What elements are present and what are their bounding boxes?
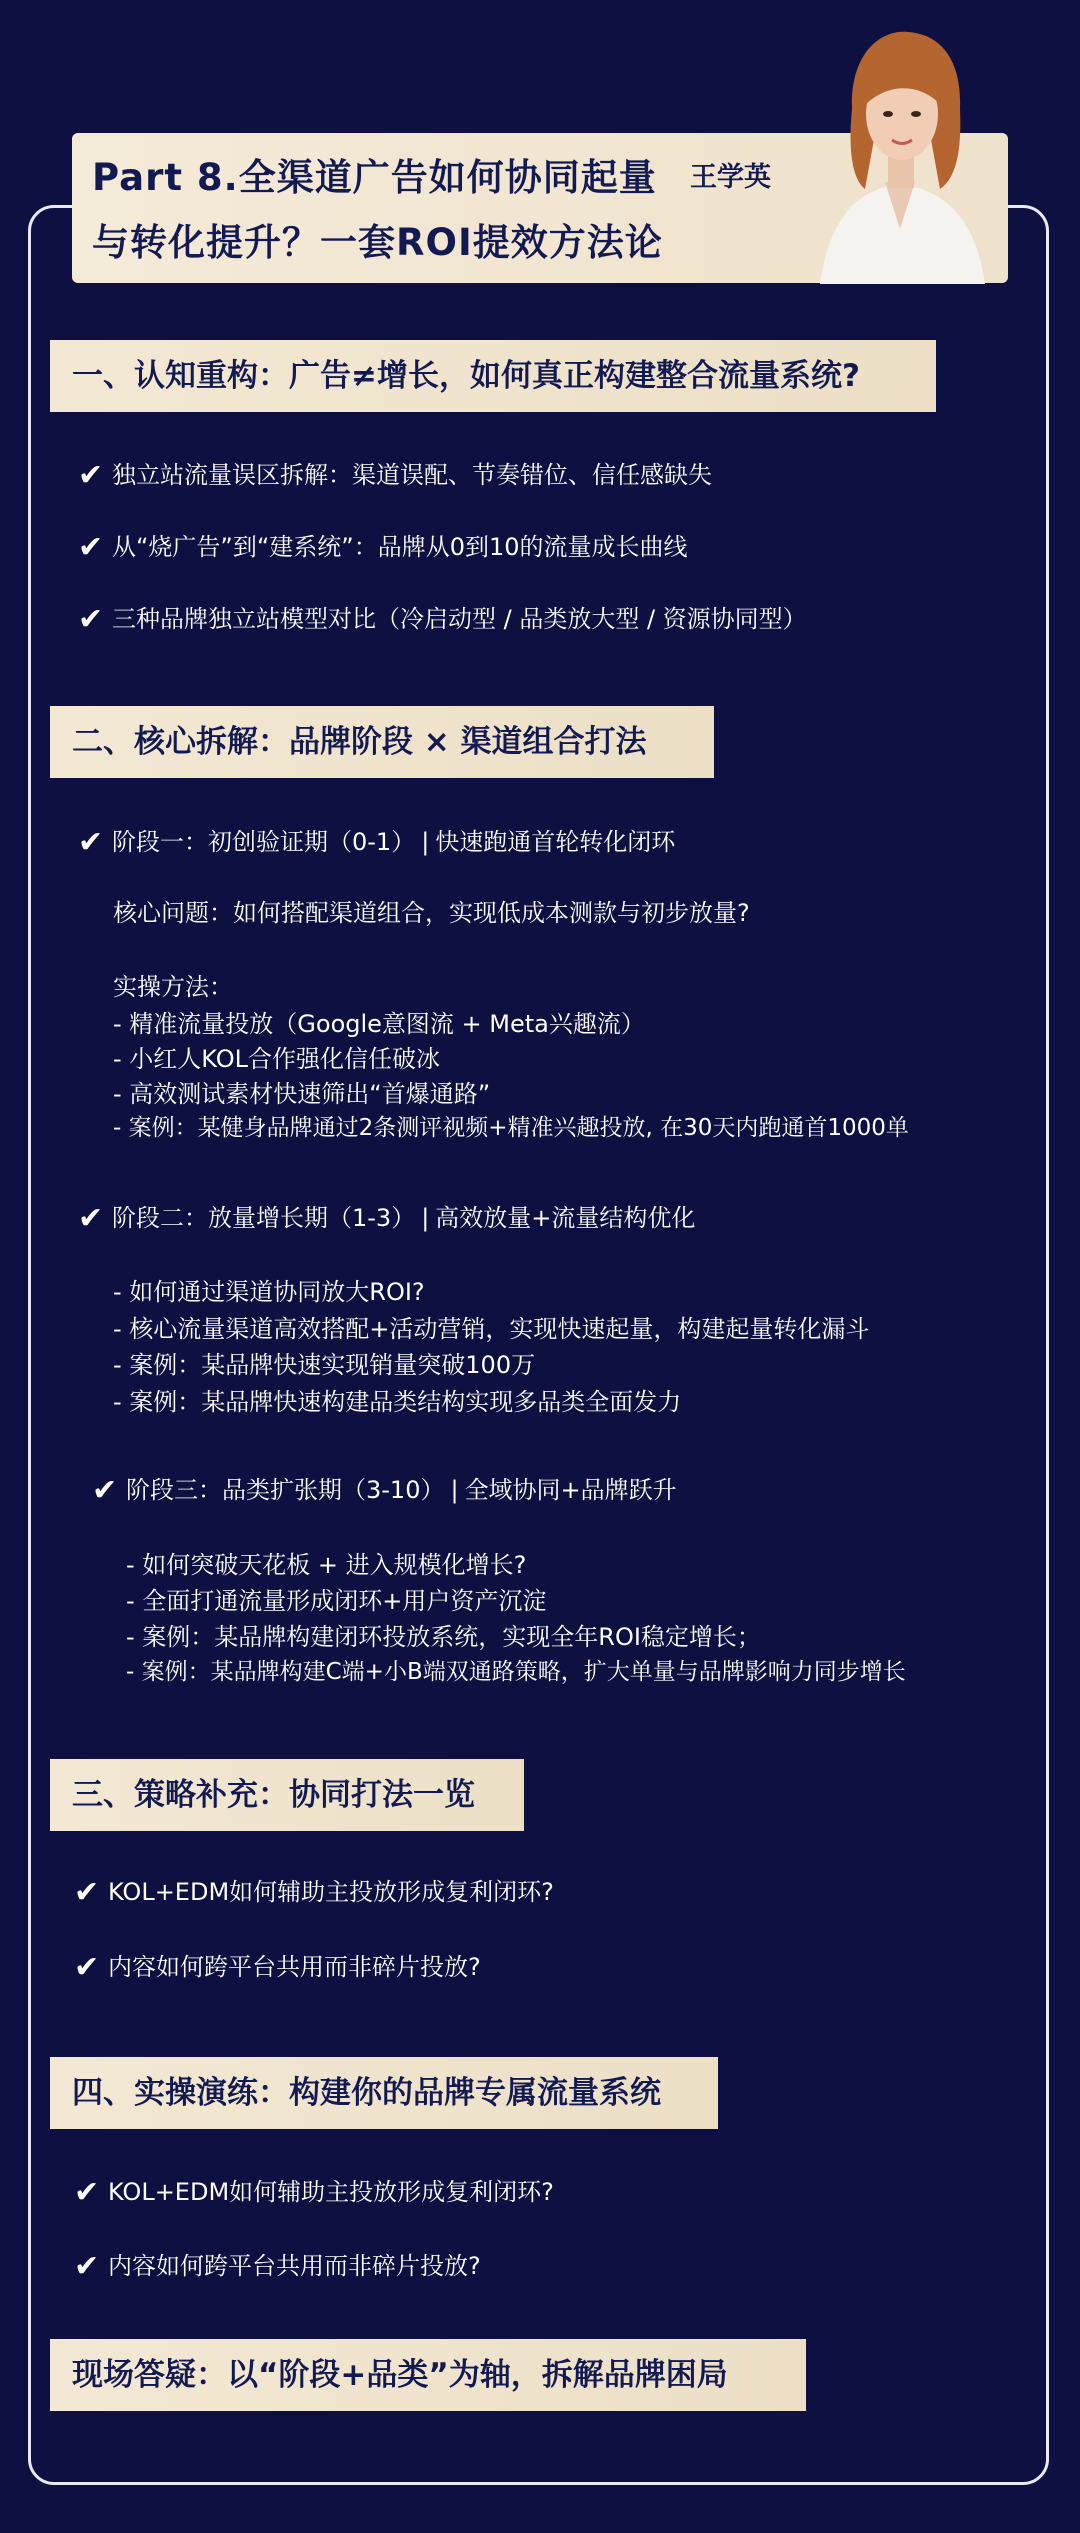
stage-2-line: - 如何通过渠道协同放大ROI? bbox=[113, 1278, 425, 1306]
speaker-name: 王学英 bbox=[690, 162, 771, 193]
stage-2-line: - 核心流量渠道高效搭配+活动营销，实现快速起量，构建起量转化漏斗 bbox=[113, 1315, 870, 1343]
section-4-item: ✔ KOL+EDM如何辅助主投放形成复利闭环? bbox=[74, 2175, 554, 2210]
check-icon: ✔ bbox=[78, 825, 104, 860]
stage-1-line: - 案例：某健身品牌通过2条测评视频+精准兴趣投放, 在30天内跑通首1000单 bbox=[113, 1115, 909, 1141]
stage-1-line: - 小红人KOL合作强化信任破冰 bbox=[113, 1045, 440, 1073]
section-1-item: ✔ 从“烧广告”到“建系统”：品牌从0到10的流量成长曲线 bbox=[78, 530, 688, 565]
separator-icon: | bbox=[421, 1204, 430, 1232]
check-icon: ✔ bbox=[78, 602, 104, 637]
section-3-item: ✔ KOL+EDM如何辅助主投放形成复利闭环? bbox=[74, 1875, 554, 1910]
page-title-line-1: Part 8.全渠道广告如何协同起量 bbox=[92, 156, 657, 199]
section-2-header: 二、核心拆解：品牌阶段 × 渠道组合打法 bbox=[50, 706, 714, 778]
check-icon: ✔ bbox=[74, 1875, 100, 1910]
stage-3-line: - 全面打通流量形成闭环+用户资产沉淀 bbox=[126, 1587, 547, 1615]
stage-1-line: - 高效测试素材快速筛出“首爆通路” bbox=[113, 1080, 491, 1108]
section-4-item: ✔ 内容如何跨平台共用而非碎片投放? bbox=[74, 2249, 481, 2284]
section-3-header: 三、策略补充：协同打法一览 bbox=[50, 1759, 524, 1831]
check-icon: ✔ bbox=[78, 458, 104, 493]
stage-2-line: - 案例：某品牌快速构建品类结构实现多品类全面发力 bbox=[113, 1388, 682, 1416]
separator-icon: | bbox=[421, 828, 430, 856]
page-title-line-2: 与转化提升？一套ROI提效方法论 bbox=[92, 221, 663, 264]
stage-1-method-label: 实操方法： bbox=[113, 973, 233, 1001]
stage-2-line: - 案例：某品牌快速实现销量突破100万 bbox=[113, 1351, 536, 1379]
section-1-item: ✔ 三种品牌独立站模型对比（冷启动型 / 品类放大型 / 资源协同型） bbox=[78, 602, 807, 637]
speaker-portrait bbox=[790, 14, 1010, 284]
section-1-header: 一、认知重构：广告≠增长，如何真正构建整合流量系统? bbox=[50, 340, 936, 412]
section-3-item: ✔ 内容如何跨平台共用而非碎片投放? bbox=[74, 1950, 481, 1985]
stage-3-line: - 案例：某品牌构建C端+小B端双通路策略，扩大单量与品牌影响力同步增长 bbox=[126, 1659, 906, 1685]
check-icon: ✔ bbox=[74, 2249, 100, 2284]
stage-3-line: - 案例：某品牌构建闭环投放系统，实现全年ROI稳定增长； bbox=[126, 1623, 761, 1651]
stage-3-title: ✔ 阶段三：品类扩张期（3-10） | 全域协同+品牌跃升 bbox=[92, 1473, 677, 1508]
check-icon: ✔ bbox=[74, 1950, 100, 1985]
check-icon: ✔ bbox=[78, 1201, 104, 1236]
section-1-item: ✔ 独立站流量误区拆解：渠道误配、节奏错位、信任感缺失 bbox=[78, 458, 712, 493]
stage-1-question: 核心问题：如何搭配渠道组合，实现低成本测款与初步放量? bbox=[113, 899, 750, 927]
stage-2-title: ✔ 阶段二：放量增长期（1-3） | 高效放量+流量结构优化 bbox=[78, 1201, 696, 1236]
check-icon: ✔ bbox=[78, 530, 104, 565]
qa-header: 现场答疑：以“阶段+品类”为轴，拆解品牌困局 bbox=[50, 2339, 806, 2411]
stage-3-line: - 如何突破天花板 + 进入规模化增长? bbox=[126, 1551, 527, 1579]
section-4-header: 四、实操演练：构建你的品牌专属流量系统 bbox=[50, 2057, 718, 2129]
check-icon: ✔ bbox=[92, 1473, 118, 1508]
check-icon: ✔ bbox=[74, 2175, 100, 2210]
stage-1-title: ✔ 阶段一：初创验证期（0-1） | 快速跑通首轮转化闭环 bbox=[78, 825, 676, 860]
stage-1-line: - 精准流量投放（Google意图流 + Meta兴趣流） bbox=[113, 1010, 645, 1038]
separator-icon: | bbox=[450, 1476, 459, 1504]
